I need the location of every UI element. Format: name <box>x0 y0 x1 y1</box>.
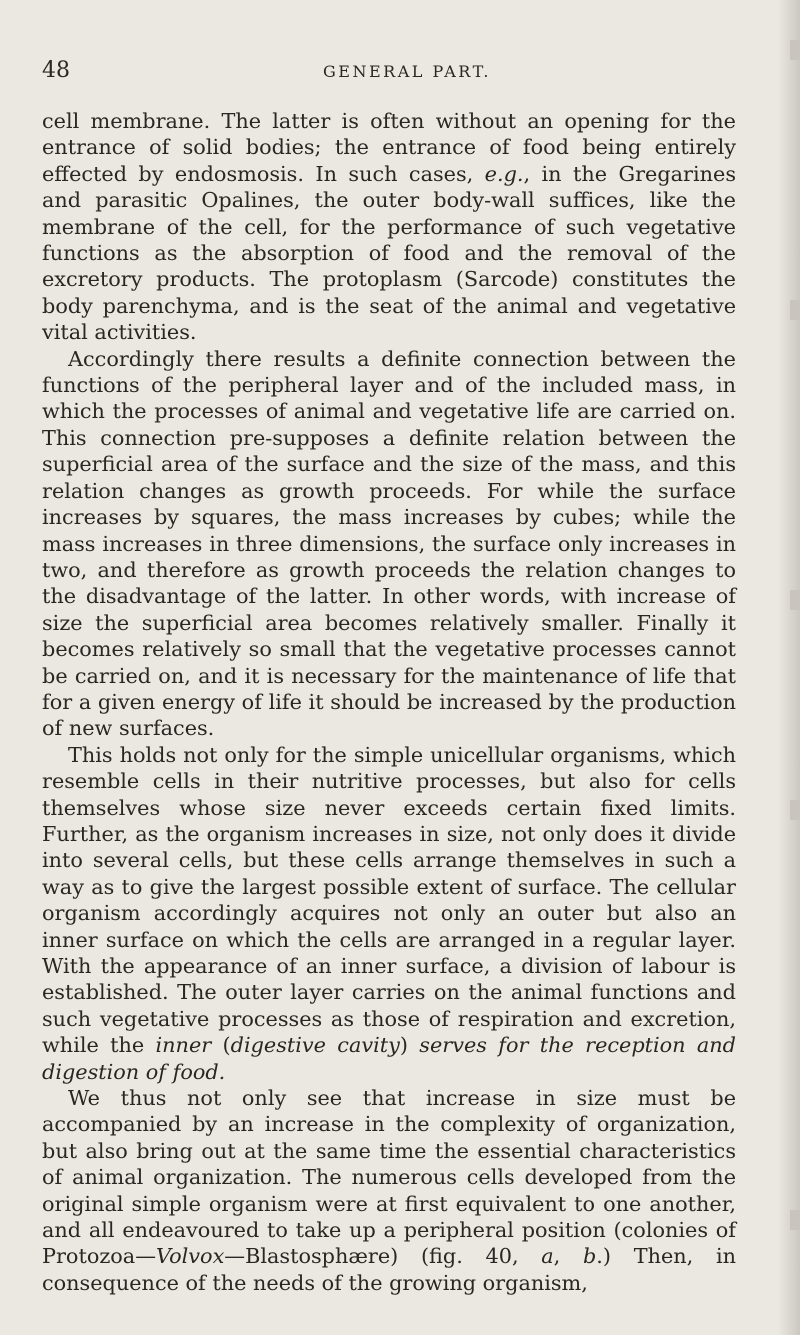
edge-mark <box>790 300 800 320</box>
page-edge-shadow <box>778 0 800 1335</box>
text-run: cell membrane. The latter is often without an opening for the entrance of solid bodies; the entrance of food being entirely effected by endosmosis. In such cases, <box>42 109 736 186</box>
paragraph <box>42 346 736 742</box>
italic-text: Volvox <box>156 1244 225 1269</box>
edge-mark <box>790 40 800 60</box>
italic-text: digestive cavity <box>230 1033 400 1058</box>
running-head: GENERAL PART. <box>323 62 491 81</box>
text-run: .) Then, in consequence of the needs of the growing organism, <box>42 1244 736 1295</box>
paragraph <box>42 1085 736 1296</box>
body-text <box>42 108 736 1296</box>
text-run: , <box>553 1244 583 1269</box>
edge-mark <box>790 590 800 610</box>
text-run: This holds not only for the simple unicellular organisms, which resemble cells in their nutritive processes, but also for cells themselves whose size never exceeds certain fixed limits. Further, as the organism increases in size, not only does it divide into several cells, but these cells arrange themselves in such a way as to give the largest possible extent of surface. The cellular organism accordingly acquires not only an outer but also an inner surface on which the cells are arranged in a regular layer. With the appearance of an inner surface, a division of labour is established. The outer layer carries on the animal functions and such vegetative processes as those of respiration and excretion, while the <box>42 742 736 1058</box>
text-run: ) <box>399 1033 420 1058</box>
italic-text: e.g. <box>484 161 524 186</box>
text-run: —Blastosphære) (fig. 40, <box>224 1244 542 1269</box>
paragraph <box>42 108 736 346</box>
edge-mark <box>790 800 800 820</box>
paragraph <box>42 742 736 1085</box>
italic-text: b <box>582 1244 597 1269</box>
page-header <box>42 58 732 88</box>
italic-text: a <box>541 1244 554 1269</box>
text-run: We thus not only see that increase in size must be accompanied by an increase in the complexity of organization, but also bring out at the same time the essential characteristics of animal organization. The numerous cells developed from the original simple organism were at first equivalent to one another, and all endeavoured to take up a peripheral position (colonies of Protozoa— <box>42 1086 736 1269</box>
italic-text: inner <box>155 1033 212 1058</box>
italic-text: serves for the reception and digestion of food. <box>42 1033 736 1084</box>
page-number: 48 <box>42 58 70 83</box>
edge-mark <box>790 1210 800 1230</box>
text-run: ( <box>211 1033 231 1058</box>
text-run: Accordingly there results a definite connection between the functions of the peripheral layer and of the included mass, in which the processes of animal and vegetative life are carried on. This connection pre-supposes a definite relation between the superficial area of the surface and the size of the mass, and this relation changes as growth proceeds. For while the surface increases by squares, the mass increases by cubes; while the mass increases in three dimensions, the surface only increases in two, and therefore as growth proceeds the relation changes to the disadvantage of the latter. In other words, with increase of size the superficial area becomes relatively smaller. Finally it becomes relatively so small that the vegetative processes cannot be carried on, and it is necessary for the maintenance of life that for a given energy of life it should be increased by the production of new surfaces. <box>42 346 736 741</box>
text-run: , in the Gregarines and parasitic Opalines, the outer body-wall suffices, like the membrane of the cell, for the performance of such vegetative functions as the absorption of food and the removal of the excretory products. The protoplasm (Sarcode) constitutes the body parenchyma, and is the seat of the animal and vegetative vital activities. <box>42 161 736 345</box>
